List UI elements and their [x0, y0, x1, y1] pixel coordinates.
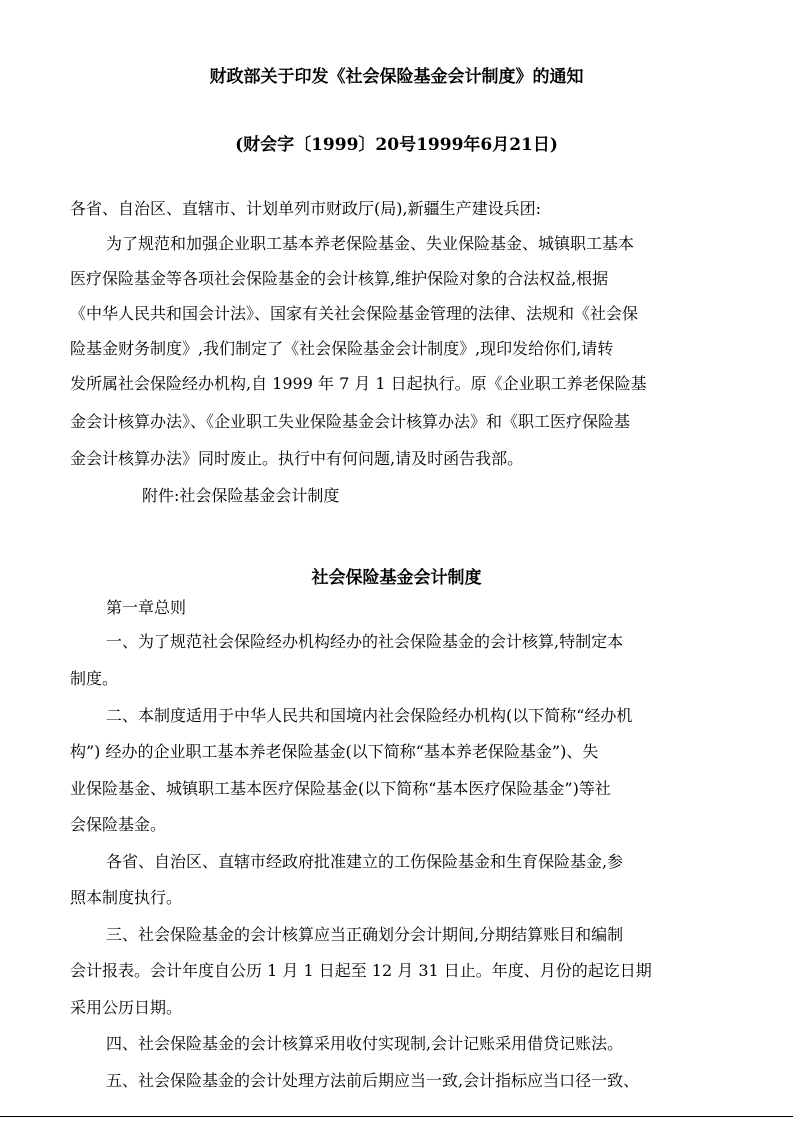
notice-title: 财政部关于印发《社会保险基金会计制度》的通知 — [209, 67, 584, 87]
regulation-line: 五、社会保险基金的会计处理方法前后期应当一致,会计指标应当口径一致、 — [106, 1071, 640, 1090]
regulation-line: 各省、自治区、直辖市经政府批准建立的工伤保险基金和生育保险基金,参 — [106, 852, 624, 871]
regulation-line: 会计报表。会计年度自公历 1 月 1 日起至 12 月 31 日止。年度、月份的起讫日期 — [70, 961, 652, 980]
regulation-line: 照本制度执行。 — [70, 888, 183, 907]
notice-attachment: 附件:社会保险基金会计制度 — [142, 486, 340, 505]
regulation-title: 社会保险基金会计制度 — [311, 568, 482, 588]
notice-body-line: 险基金财务制度》,我们制定了《社会保险基金会计制度》,现印发给你们,请转 — [70, 339, 614, 358]
page-bottom-rule — [0, 1116, 793, 1117]
notice-body-line: 为了规范和加强企业职工基本养老保险基金、失业保险基金、城镇职工基本 — [106, 234, 635, 253]
regulation-line: 二、本制度适用于中华人民共和国境内社会保险经办机构(以下简称“经办机 — [106, 706, 633, 725]
regulation-line: 四、社会保险基金的会计核算采用收付实现制,会计记账采用借贷记账法。 — [106, 1034, 624, 1053]
regulation-line: 三、社会保险基金的会计核算应当正确划分会计期间,分期结算账目和编制 — [106, 925, 624, 944]
notice-body-line: 发所属社会保险经办机构,自 1999 年 7 月 1 日起执行。原《企业职工养老保险基 — [70, 374, 647, 393]
regulation-line: 业保险基金、城镇职工基本医疗保险基金(以下简称“基本医疗保险基金”)等社 — [70, 779, 611, 798]
notice-body-line: 医疗保险基金等各项社会保险基金的会计核算,维护保险对象的合法权益,根据 — [70, 269, 609, 288]
notice-body-line: 金会计核算办法》同时废止。执行中有何问题,请及时函告我部。 — [70, 449, 524, 468]
regulation-line: 制度。 — [70, 669, 119, 688]
chapter-heading: 第一章总则 — [106, 598, 187, 617]
regulation-line: 构”) 经办的企业职工基本养老保险基金(以下简称“基本养老保险基金”)、失 — [70, 742, 599, 761]
notice-body-line: 《中华人民共和国会计法》、国家有关社会保险基金管理的法律、法规和《社会保 — [70, 304, 639, 323]
notice-body-line: 金会计核算办法》、《企业职工失业保险基金会计核算办法》和《职工医疗保险基 — [70, 412, 631, 431]
notice-addressee: 各省、自治区、直辖市、计划单列市财政厅(局),新疆生产建设兵团: — [70, 199, 541, 218]
regulation-line: 一、为了规范社会保险经办机构经办的社会保险基金的会计核算,特制定本 — [106, 632, 624, 651]
regulation-line: 采用公历日期。 — [70, 998, 183, 1017]
regulation-line: 会保险基金。 — [70, 815, 167, 834]
notice-subtitle: (财会字〔1999〕20号1999年6月21日) — [235, 135, 558, 155]
